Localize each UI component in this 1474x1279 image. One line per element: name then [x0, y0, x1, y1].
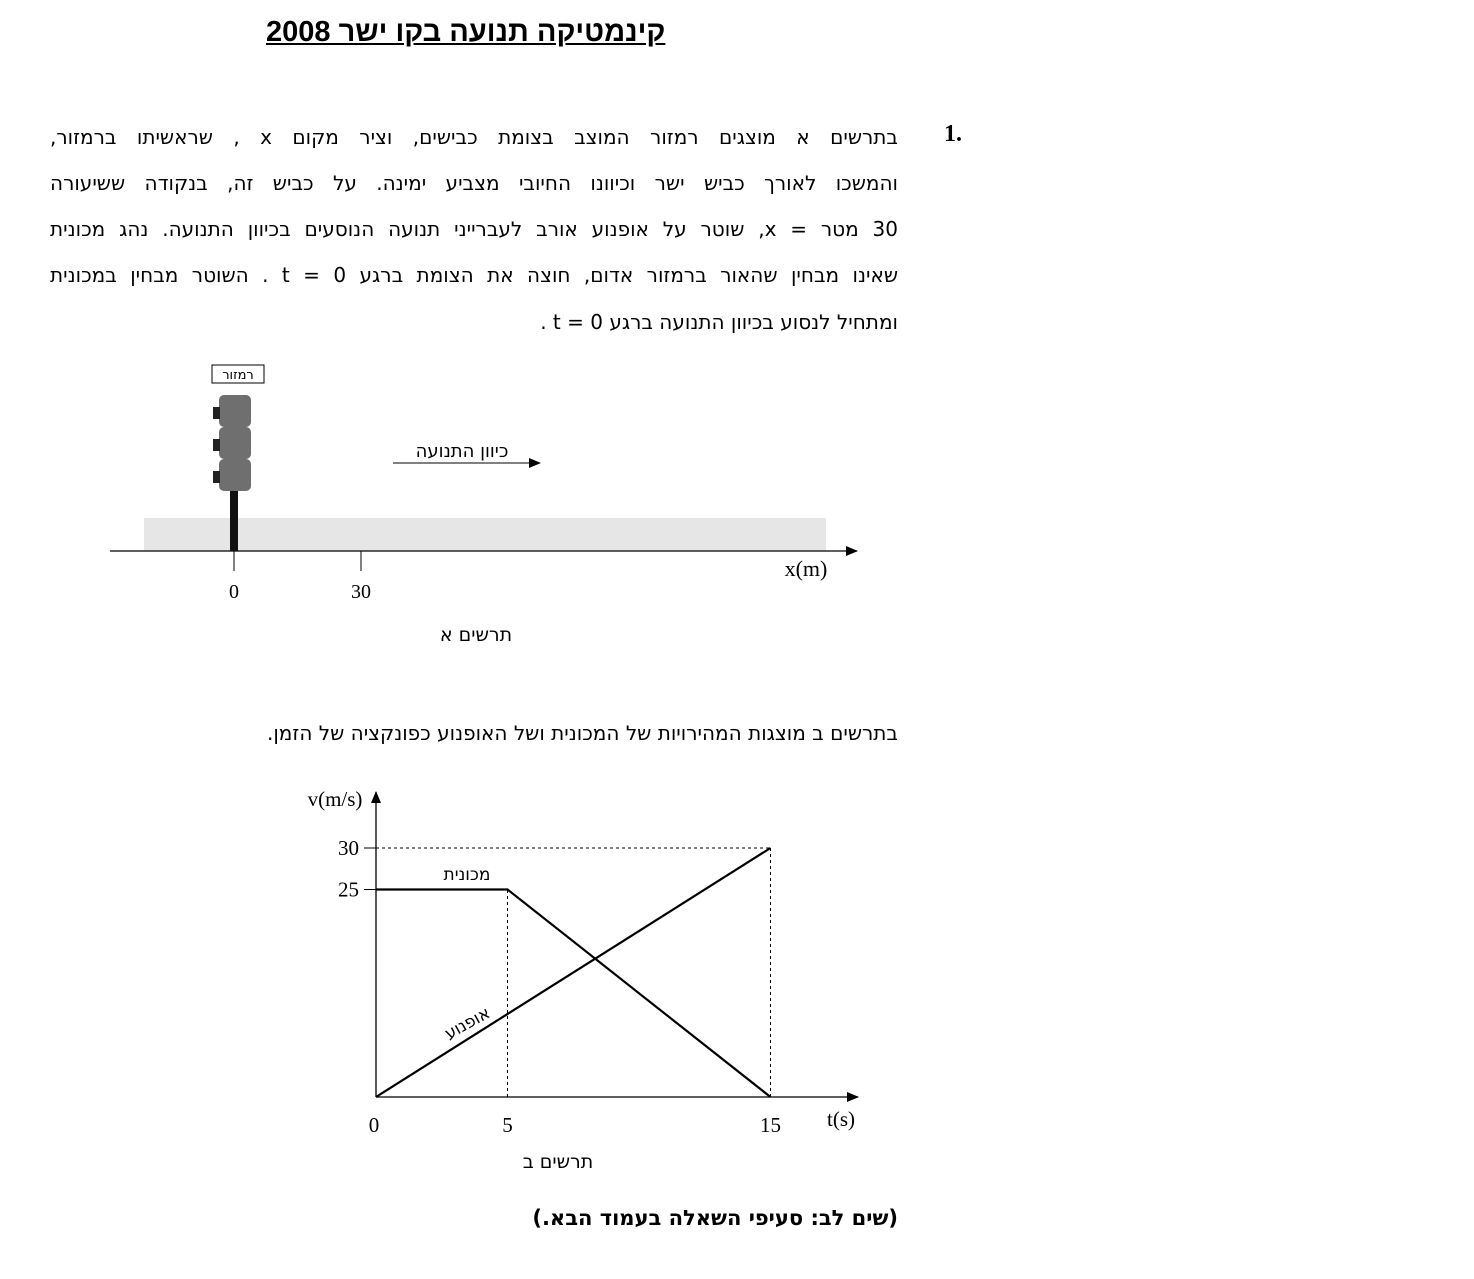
chart-b	[290, 780, 890, 1180]
y-tick-label: 30	[338, 836, 359, 860]
question-line: ומתחיל לנסוע בכיוון התנועה ברגע t = 0 .	[540, 310, 898, 334]
road	[144, 518, 826, 551]
caption-b: תרשים ב	[522, 1151, 594, 1173]
question-line: בתרשים א מוצגים רמזור המוצב בצומת כבישים, וציר מקום x , שראשיתו ברמזור,	[50, 125, 898, 149]
series-motorcycle-line	[376, 848, 771, 1097]
question-line: והמשכו לאורך כביש ישר וכיוונו החיובי מצביע ימינה. על כביש זה, בנקודה ששיעורה	[50, 171, 898, 195]
tick-label-0: 0	[229, 581, 239, 603]
x-tick-label: 15	[760, 1113, 781, 1137]
series-car-line	[376, 890, 771, 1098]
tick-label-30: 30	[351, 581, 371, 603]
direction-label: כיוון התנועה	[415, 441, 509, 462]
page-title: קינמטיקה תנועה בקו ישר 2008	[266, 16, 666, 48]
caption-a: תרשים א	[439, 624, 513, 646]
question-line: 30 מטר = x, שוטר על אופנוע אורב לעברייני תנועה הנוסעים בכיוון התנועה. נהג מכונית	[50, 217, 898, 241]
t-axis-label: t(s)	[827, 1107, 855, 1131]
question-number: 1.	[944, 121, 962, 147]
x-axis-label: x(m)	[784, 556, 828, 581]
traffic-light-label: רמזור	[222, 368, 254, 383]
series-label-motorcycle: אופנוע	[441, 1003, 494, 1045]
question-line: שאינו מבחין שהאור ברמזור אדום, חוצה את הצומת ברגע t = 0 . השוטר מבחין במכונית	[50, 263, 898, 287]
x-tick-label: 0	[368, 1113, 380, 1137]
y-axis-label: v(m/s)	[307, 787, 363, 811]
intro-b: בתרשים ב מוצגות המהירויות של המכונית ושל האופנוע כפונקציה של הזמן.	[267, 721, 898, 745]
diagram-a	[100, 355, 880, 655]
page-note: (שים לב: סעיפי השאלה בעמוד הבא.)	[532, 1206, 898, 1230]
x-tick-label: 5	[502, 1113, 513, 1137]
y-tick-label: 25	[338, 877, 359, 902]
series-label-car: מכונית	[443, 865, 491, 885]
